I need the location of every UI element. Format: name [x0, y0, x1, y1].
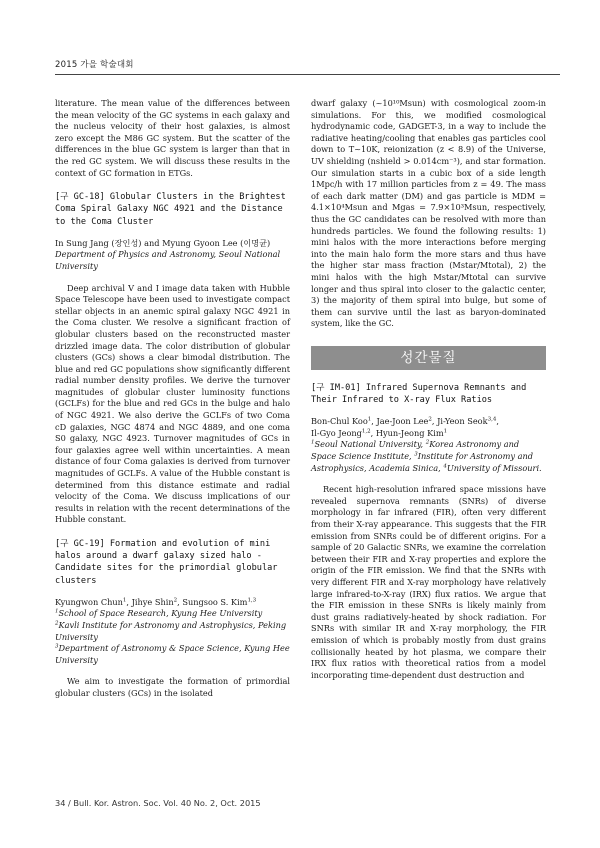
- gc18-authors: In Sung Jang (장인성) and Myung Gyoon Lee (이명균): [55, 237, 271, 248]
- gc17-continued-text: literature. The mean value of the differences between the mean velocity of the GC systems in each galaxy and the nucleus velocity of their host galaxies, is almost zero except the M86 GC system. But the scatter of the differences in the blue GC system is larger than that in the red GC system. We will discuss these results in the context of GC formation in ETGs.: [55, 98, 290, 178]
- gc19-title: [구 GC-19] Formation and evolution of mini halos around a dwarf galaxy sized halo - Candidate sites for the primordial globular clusters: [55, 539, 278, 586]
- header-divider: [55, 74, 560, 75]
- im01-abstract: Recent high-resolution infrared space missions have revealed supernova remnants (SNRs) of diverse morphology in far infrared (FIR), often very different from their X-ray appearance. This suggests that the FIR emission from SNRs could be of different origins. For a sample of 20 Galactic SNRs, we examine the correlation between their FIR and X-ray properties and explore the origin of the FIR emission. We find that the SNRs with very different FIR and X-ray morphology have relatively large infrared-to-X-ray (IRX) flux ratios. We argue that the FIR emission in these SNRs is likely mainly from dust grains radiatively-heated by shock radiation. For SNRs with similar IR and X-ray morphology, the FIR emission of which is probably mostly from dust grains collisionally heated by hot plasma, we compare their IRX flux ratios with theoretical ratios from a model incorporating time-dependent dust destruction and: [311, 484, 546, 680]
- gc19-abstract-continued: dwarf galaxy (~10¹⁰Msun) with cosmological zoom-in simulations. For this, we modified cosmological hydrodynamic code, GADGET-3, in a way to include the radiative heating/cooling that enables gas particles cool down to T~10K, reionization (z < 8.9) of the Universe, UV shielding (nshield > 0.014cm⁻³), and star formation. Our simulation starts in a cubic box of a side length 1Mpc/h with 17 million particles from z = 49. The mass of each dark matter (DM) and gas particle is MDM = 4.1×10⁴Msun and Mgas = 7.9×10³Msun, respectively, thus the GC candidates can be resolved with more than hundreds particles. We found the following results: 1) mini halos with the more interactions before merging into the main halo form the more stars and thus have the higher star mass fraction (Mstar/Mtotal), 2) the mini halos with the high Mstar/Mtotal can survive longer and thus spiral into closer to the galactic center, 3) the majority of them spiral into bulge, but some of them can survive until the last as baryon-dominated system, like the GC.: [311, 98, 546, 329]
- right-column: [311, 98, 546, 681]
- gc19-affiliation-1: $^1$School of Space Research, Kyung Hee University: [55, 608, 263, 619]
- running-header: 2015 가을 학술대회: [55, 60, 134, 70]
- left-column: [55, 98, 290, 700]
- im01-title: [구 IM-01] Infrared Supernova Remnants and Their Infrared to X-ray Flux Ratios: [311, 382, 527, 406]
- gc18-title: [구 GC-18] Globular Clusters in the Brightest Coma Spiral Galaxy NGC 4921 and the Distance to the Coma Cluster: [55, 192, 286, 227]
- gc18-abstract: Deep archival V and I image data taken with Hubble Space Telescope have been used to investigate compact stellar objects in an anemic spiral galaxy NGC 4921 in the Coma cluster. We resolve a significant fraction of globular clusters based on the reconstructed master drizzled image data. The color distribution of globular clusters (GCs) shows a clear bimodal distribution. The blue and red GC populations show significantly different radial number density profiles. We derive the turnover magnitudes of globular cluster luminosity functions (GCLFs) for the blue and red GCs in the bulge and halo of NGC 4921. We also derive the GCLFs of two Coma cD galaxies, NGC 4874 and NGC 4889, and one coma S0 galaxy, NGC 4923. Turnover magnitudes of GCs in four galaxies agree well within uncertainties. A mean distance of four Coma galaxies is derived from turnover magnitudes of GCLFs. A value of the Hubble constant is determined from this distance estimate and radial velocity of the Coma. We discuss implications of our results in relation with the recent determinations of the Hubble constant.: [55, 282, 290, 525]
- im01-affiliations: $^1$Seoul National University, $^2$Korea Astronomy and Space Science Institute, $^3$Institute for Astronomy and Astrophysics, Academia Sinica, $^4$University of Missouri.: [311, 439, 542, 473]
- gc18-affiliation: Department of Physics and Astronomy, Seoul National University: [55, 249, 281, 271]
- section-banner-interstellar-medium: 성간물질: [311, 346, 546, 370]
- gc19-affiliation-3: $^3$Department of Astronomy & Space Science, Kyung Hee University: [55, 643, 290, 665]
- gc19-authors: Kyungwon Chun$^1$, Jihye Shin$^2$, Sungsoo S. Kim$^{1,3}$: [55, 596, 257, 607]
- page-footer-citation: 34 / Bull. Kor. Astron. Soc. Vol. 40 No. 2, Oct. 2015: [55, 798, 261, 808]
- gc19-affiliation-2: $^2$Kavli Institute for Astronomy and Astrophysics, Peking University: [55, 620, 287, 642]
- im01-authors: Bon-Chul Koo$^1$, Jae-Joon Lee$^2$, Ji-Yeon Seok$^{3,4}$, Il-Gyo Jeong$^{1,2}$, Hyun-Jeong Kim$^1$: [311, 416, 499, 438]
- gc19-abstract-start: We aim to investigate the formation of primordial globular clusters (GCs) in the isolated: [55, 676, 290, 698]
